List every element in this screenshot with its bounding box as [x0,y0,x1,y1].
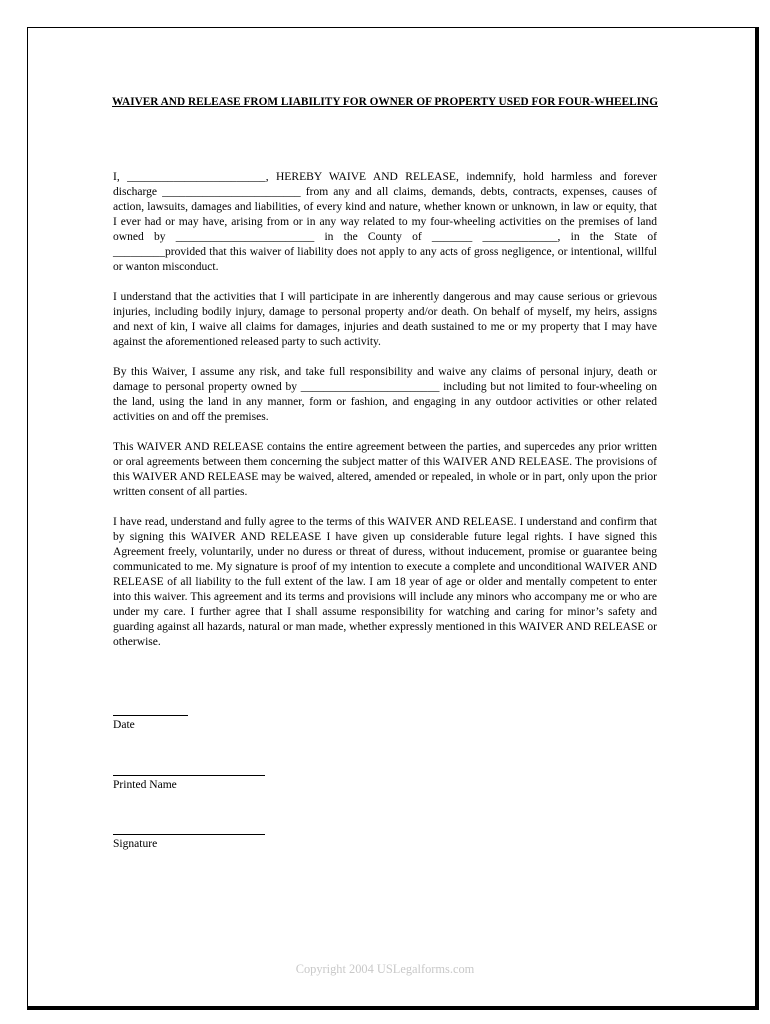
signature-line[interactable] [113,834,265,835]
paragraph-assumption: By this Waiver, I assume any risk, and take full responsibility and waive any claims of personal injury, death or damage to personal property owned by ________________________ including but not limited to four-wheeling on the land, using the land in any manner, form or fashion, and engaging in any outdoor activities or other related activities on and off the premises. [113,366,657,423]
paragraph-acknowledgement: I have read, understand and fully agree to the terms of this WAIVER AND RELEASE. I understand and confirm that by signing this WAIVER AND RELEASE I have given up considerable future legal rights. I have signed this Agreement freely, voluntarily, under no duress or threat of duress, without inducement, promise or guarantee being communicated to me. My signature is proof of my intention to execute a complete and unconditional WAIVER AND RELEASE of all liability to the full extent of the law. I am 18 year of age or older and mentally competent to enter into this waiver. This agreement and its terms and provisions will include any minors who accompany me or who are under my care. I further agree that I shall assume responsibility for watching and caring for minor’s safety and guarding against all hazards, natural or man made, whether expressly mentioned in this WAIVER AND RELEASE or otherwise. [113,516,657,648]
signature-label: Signature [113,838,158,850]
signature-field [113,834,265,852]
copyright-footer: Copyright 2004 USLegalforms.com [295,962,475,976]
paragraph-entire-agreement: This WAIVER AND RELEASE contains the entire agreement between the parties, and supercedes any prior written or oral agreements between them concerning the subject matter of this WAIVER AND RELEASE. The provisions of this WAIVER AND RELEASE may be waived, altered, amended or repealed, in whole or in part, only upon the prior written consent of all parties. [113,441,657,498]
printed-name-label: Printed Name [113,779,177,791]
document-body [113,170,657,665]
printed-name-field [113,775,265,793]
paragraph-risks: I understand that the activities that I will participate in are inherently dangerous and may cause serious or grievous injuries, including bodily injury, damage to personal property and/or death. On behalf of myself, my heirs, assigns and next of kin, I waive all claims for damages, injuries and death sustained to me or my property that I may have against the aforementioned released party to such activity. [113,291,657,348]
printed-name-line[interactable] [113,775,265,776]
document-title: WAIVER AND RELEASE FROM LIABILITY FOR OWNER OF PROPERTY USED FOR FOUR-WHEELING [112,96,658,108]
paragraph-release: I, ________________________, HEREBY WAIVE AND RELEASE, indemnify, hold harmless and forever discharge ________________________ from any and all claims, demands, debts, contracts, expenses, causes of action, lawsuits, damages and liabilities, of every kind and nature, whether known or unknown, in law or equity, that I ever had or may have, arising from or in any way related to my four-wheeling activities on the premises of land owned by ________________________ in the County of _______ _____________, in the State of _________provided that this waiver of liability does not apply to any acts of gross negligence, or intentional, willful or wanton misconduct. [113,171,657,273]
date-label: Date [113,719,135,731]
date-field [113,715,188,733]
date-line[interactable] [113,715,188,716]
